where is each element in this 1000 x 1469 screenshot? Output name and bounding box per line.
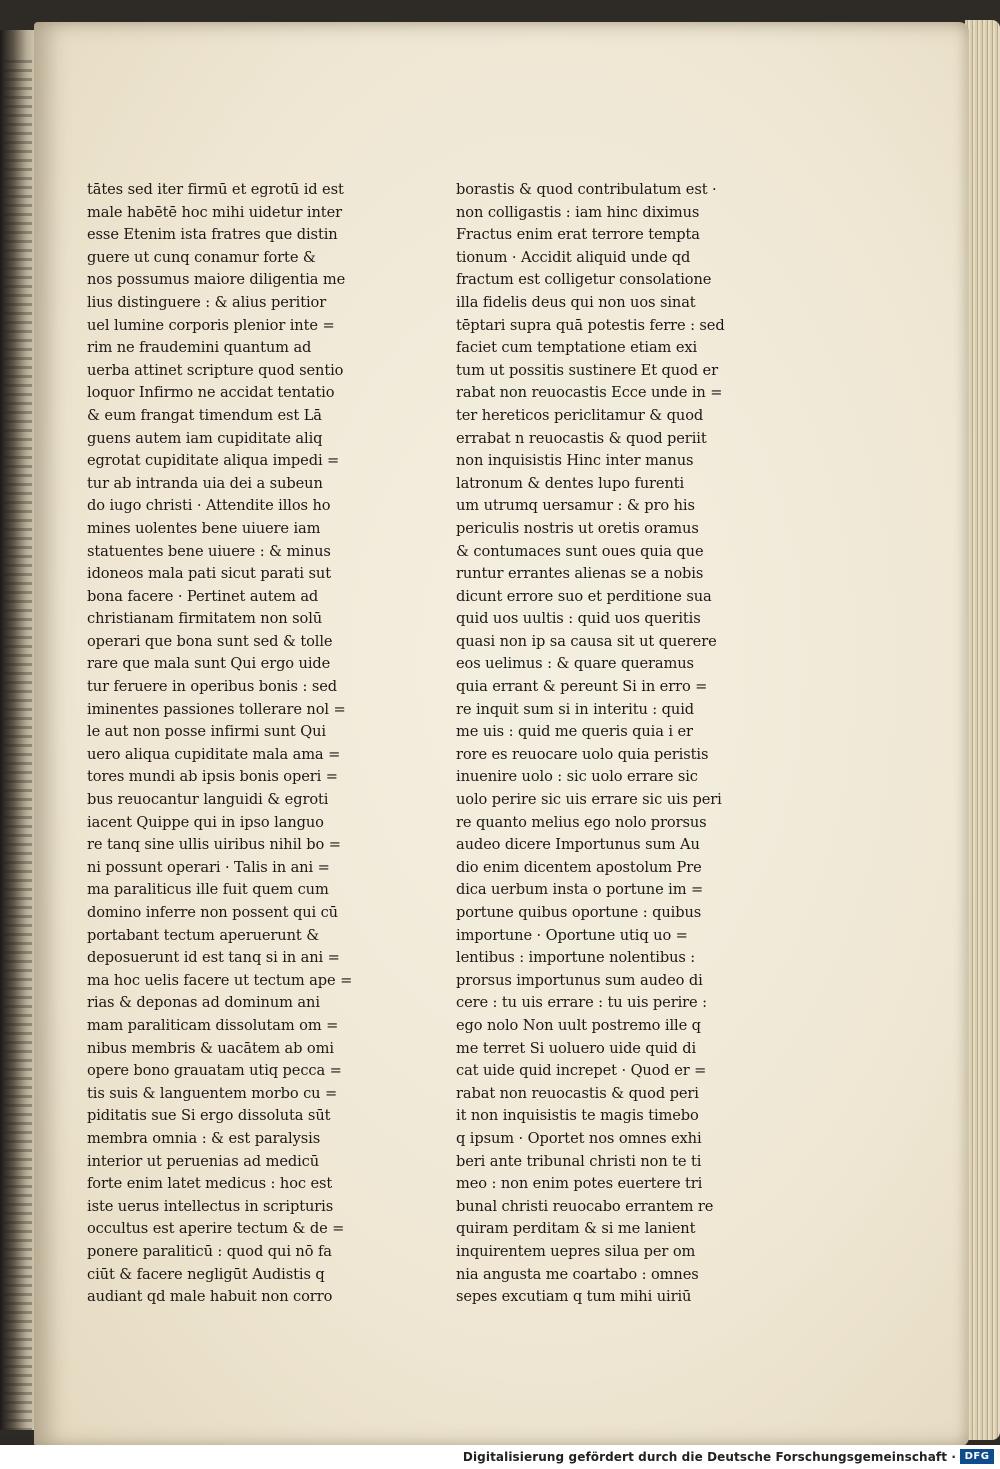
text-line: uerba attinet scripture quod sentio bbox=[87, 361, 344, 379]
text-line: membra omnia : & est paralysis bbox=[87, 1129, 321, 1147]
text-line: tur ab intranda uia dei a subeun bbox=[87, 474, 323, 492]
text-line: tionum · Accidit aliquid unde qd bbox=[456, 248, 691, 266]
text-line: Fractus enim erat terrore tempta bbox=[456, 226, 700, 244]
text-line: forte enim latet medicus : hoc est bbox=[87, 1175, 333, 1193]
text-line: uel lumine corporis plenior inte = bbox=[87, 316, 335, 334]
text-line: nibus membris & uacātem ab omi bbox=[87, 1039, 334, 1057]
text-line: ma paraliticus ille fuit quem cum bbox=[87, 881, 329, 899]
text-line: prorsus importunus sum audeo di bbox=[456, 971, 703, 989]
dfg-logo: DFG bbox=[960, 1449, 994, 1464]
text-line: importune · Oportune utiq uo = bbox=[456, 926, 688, 944]
text-line: quia errant & pereunt Si in erro = bbox=[456, 678, 708, 696]
text-line: tātes sed iter firmū et egrotū id est bbox=[87, 181, 344, 198]
right-text-column bbox=[456, 179, 766, 1309]
text-line: rias & deponas ad dominum ani bbox=[87, 994, 320, 1012]
text-line: ni possunt operari · Talis in ani = bbox=[87, 858, 330, 876]
text-line: lius distinguere : & alius peritior bbox=[87, 293, 327, 311]
text-line: cat uide quid increpet · Quod er = bbox=[456, 1062, 707, 1080]
text-line: it non inquisistis te magis timebo bbox=[456, 1107, 699, 1125]
text-line: rare que mala sunt Qui ergo uide bbox=[87, 655, 331, 673]
text-line: nia angusta me coartabo : omnes bbox=[456, 1265, 699, 1283]
text-line: ponere paraliticū : quod qui nō fa bbox=[87, 1242, 332, 1260]
text-line: me uis : quid me queris quia i er bbox=[456, 723, 693, 741]
text-line: rabat non reuocastis & quod peri bbox=[456, 1084, 699, 1102]
text-line: statuentes bene uiuere : & minus bbox=[87, 542, 331, 560]
text-line: faciet cum temptatione etiam exi bbox=[456, 339, 698, 357]
text-line: rabat non reuocastis Ecce unde in = bbox=[456, 384, 723, 402]
text-line: audeo dicere Importunus sum Au bbox=[456, 836, 700, 854]
text-line: rore es reuocare uolo quia peristis bbox=[456, 745, 709, 763]
text-line: rim ne fraudemini quantum ad bbox=[87, 339, 312, 357]
text-line: iminentes passiones tollerare nol = bbox=[87, 700, 346, 718]
text-line: borastis & quod contribulatum est · bbox=[456, 181, 717, 198]
text-line: do iugo christi · Attendite illos ho bbox=[87, 497, 331, 515]
text-line: lentibus : importune nolentibus : bbox=[456, 949, 696, 967]
text-line: bus reuocantur languidi & egroti bbox=[87, 791, 329, 809]
funding-credit: Digitalisierung gefördert durch die Deutsche Forschungsgemeinschaft · bbox=[462, 1450, 956, 1464]
text-line: occultus est aperire tectum & de = bbox=[87, 1220, 345, 1238]
text-line: meo : non enim potes euertere tri bbox=[456, 1175, 703, 1193]
text-line: christianam firmitatem non solū bbox=[87, 610, 323, 628]
page-edges bbox=[965, 20, 1000, 1440]
text-line: loquor Infirmo ne accidat tentatio bbox=[87, 384, 335, 402]
text-line: um utrumq uersamur : & pro his bbox=[456, 497, 695, 515]
text-line: le aut non posse infirmi sunt Qui bbox=[87, 723, 326, 741]
text-line: male habētē hoc mihi uidetur inter bbox=[87, 203, 342, 221]
text-line: quiram perditam & si me lanient bbox=[456, 1220, 696, 1238]
text-line: idoneos mala pati sicut parati sut bbox=[87, 565, 331, 583]
text-line: tis suis & languentem morbo cu = bbox=[87, 1084, 338, 1102]
text-line: illa fidelis deus qui non uos sinat bbox=[456, 293, 696, 311]
text-line: portabant tectum aperuerunt & bbox=[87, 926, 320, 944]
text-line: q ipsum · Oportet nos omnes exhi bbox=[456, 1129, 702, 1147]
text-line: inuenire uolo : sic uolo errare sic bbox=[456, 768, 698, 786]
text-line: iacent Quippe qui in ipso languo bbox=[87, 813, 324, 831]
text-line: quasi non ip sa causa sit ut querere bbox=[456, 632, 717, 650]
text-line: dica uerbum insta o portune im = bbox=[456, 881, 704, 899]
text-line: me terret Si uoluero uide quid di bbox=[456, 1039, 697, 1057]
text-line: interior ut peruenias ad medicū bbox=[87, 1152, 320, 1170]
text-line: inquirentem uepres silua per om bbox=[456, 1242, 696, 1260]
text-line: latronum & dentes lupo furenti bbox=[456, 474, 685, 492]
text-line: deposuerunt id est tanq si in ani = bbox=[87, 949, 340, 967]
text-line: tēptari supra quā potestis ferre : sed bbox=[456, 316, 725, 334]
text-line: & contumaces sunt oues quia que bbox=[456, 542, 704, 560]
text-line: fractum est colligetur consolatione bbox=[456, 271, 712, 289]
text-line: esse Etenim ista fratres que distin bbox=[87, 226, 338, 244]
text-line: bunal christi reuocabo errantem re bbox=[456, 1197, 714, 1215]
text-line: portune quibus oportune : quibus bbox=[456, 904, 702, 921]
text-line: re tanq sine ullis uiribus nihil bo = bbox=[87, 836, 341, 854]
text-line: uero aliqua cupiditate mala ama = bbox=[87, 745, 341, 763]
text-line: ma hoc uelis facere ut tectum ape = bbox=[87, 971, 353, 989]
text-line: opere bono grauatam utiq pecca = bbox=[87, 1062, 342, 1080]
text-line: errabat n reuocastis & quod periit bbox=[456, 429, 707, 447]
text-line: re quanto melius ego nolo prorsus bbox=[456, 813, 707, 831]
text-line: bona facere · Pertinet autem ad bbox=[87, 587, 319, 605]
text-line: uolo perire sic uis errare sic uis peri bbox=[456, 791, 722, 809]
text-line: tum ut possitis sustinere Et quod er bbox=[456, 361, 718, 379]
text-line: guens autem iam cupiditate aliq bbox=[87, 429, 323, 447]
text-line: tur feruere in operibus bonis : sed bbox=[87, 678, 338, 696]
text-line: & eum frangat timendum est Lā bbox=[87, 406, 322, 424]
text-line: nos possumus maiore diligentia me bbox=[87, 271, 346, 289]
text-line: ciūt & facere negligūt Audistis q bbox=[87, 1265, 325, 1283]
text-line: non colligastis : iam hinc diximus bbox=[456, 203, 700, 221]
text-line: sepes excutiam q tum mihi uiriū bbox=[456, 1288, 692, 1306]
text-line: domino inferre non possent qui cū bbox=[87, 904, 338, 921]
text-line: operari que bona sunt sed & tolle bbox=[87, 632, 333, 650]
text-line: quid uos uultis : quid uos queritis bbox=[456, 610, 701, 628]
left-text-column bbox=[87, 179, 387, 1309]
text-line: iste uerus intellectus in scripturis bbox=[87, 1197, 334, 1215]
text-line: re inquit sum si in interitu : quid bbox=[456, 700, 695, 718]
text-line: non inquisistis Hinc inter manus bbox=[456, 452, 694, 470]
text-line: beri ante tribunal christi non te ti bbox=[456, 1152, 702, 1170]
text-line: ego nolo Non uult postremo ille q bbox=[456, 1016, 701, 1034]
text-line: guere ut cunq conamur forte & bbox=[87, 248, 316, 266]
facing-page-text-shadow bbox=[2, 60, 32, 1440]
text-line: eos uelimus : & quare queramus bbox=[456, 655, 694, 673]
text-line: dio enim dicentem apostolum Pre bbox=[456, 858, 702, 876]
text-line: piditatis sue Si ergo dissoluta sūt bbox=[87, 1107, 331, 1125]
text-line: dicunt errore suo et perditione sua bbox=[456, 587, 712, 605]
text-line: tores mundi ab ipsis bonis operi = bbox=[87, 768, 338, 786]
text-line: audiant qd male habuit non corro bbox=[87, 1288, 333, 1306]
text-line: runtur errantes alienas se a nobis bbox=[456, 565, 704, 583]
text-line: mines uolentes bene uiuere iam bbox=[87, 519, 321, 537]
text-line: egrotat cupiditate aliqua impedi = bbox=[87, 452, 340, 470]
text-line: ter hereticos periclitamur & quod bbox=[456, 406, 704, 424]
text-line: mam paraliticam dissolutam om = bbox=[87, 1016, 339, 1034]
text-line: cere : tu uis errare : tu uis perire : bbox=[456, 994, 707, 1012]
text-line: periculis nostris ut oretis oramus bbox=[456, 519, 699, 537]
